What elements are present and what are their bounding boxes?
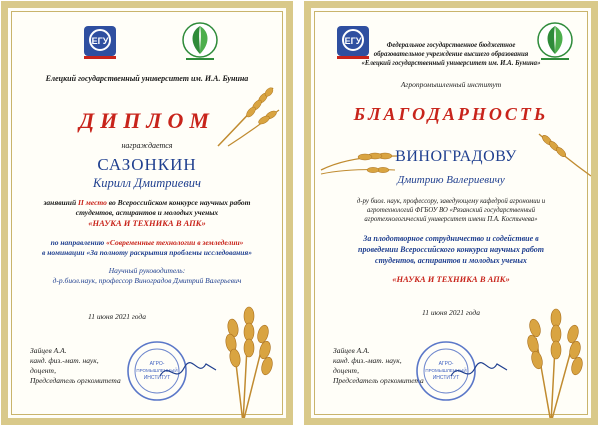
stamp-text-line: АГРО- xyxy=(438,361,454,367)
reason-line-3: студентов, аспирантов и молодых ученых xyxy=(375,256,527,265)
supervisor-name: д-р.биол.наук, профессор Виноградов Дмитрий Валерьевич xyxy=(52,276,242,285)
signatory-rank: доцент, xyxy=(30,366,57,375)
reason-line-1: За плодотворное сотрудничество и содействие в xyxy=(363,234,539,243)
signatory-degree: канд. физ.-мат. наук, xyxy=(333,356,402,365)
signatory-role: Председатель оргкомитета xyxy=(30,376,121,385)
signatory-block xyxy=(333,346,424,386)
signatory-name: Зайцев А.А. xyxy=(333,346,370,355)
recipient-name: Дмитрию Валериевичу xyxy=(397,174,505,186)
org-line-3: «Елецкий государственный университет им. И.А. Бунина» xyxy=(361,60,541,67)
contest-name: «НАУКА И ТЕХНИКА В АПК» xyxy=(88,218,206,228)
signatory-name: Зайцев А.А. xyxy=(30,346,67,355)
direction-line: по направлению «Современные технологии в земледелии» xyxy=(50,238,244,247)
recipient-surname: САЗОНКИН xyxy=(97,155,197,174)
university-name: Елецкий государственный университет им. И.А. Бунина xyxy=(45,74,249,83)
svg-text:ЕГУ: ЕГУ xyxy=(91,36,109,46)
university-emblem-icon xyxy=(80,22,120,62)
diploma-date: 11 июня 2021 года xyxy=(88,312,146,321)
gratitude-document xyxy=(304,1,598,425)
position-line-2: агротехнологий ФГБОУ ВО «Рязанский государственный xyxy=(366,207,535,214)
stamp-text-line: ПРОМЫШЛЕННЫЙ xyxy=(136,368,178,373)
recipient-surname: ВИНОГРАДОВУ xyxy=(395,148,517,165)
stamp-text-line: АГРО- xyxy=(149,361,165,367)
wheat-sheaf-icon xyxy=(511,298,596,423)
contest-name: «НАУКА И ТЕХНИКА В АПК» xyxy=(392,274,510,284)
signatory-degree: канд. физ.-мат. наук, xyxy=(30,356,99,365)
stamp-text-line: ИНСТИТУТ xyxy=(432,375,460,381)
supervisor-label: Научный руководитель: xyxy=(108,266,186,275)
agro-institute-logo-icon xyxy=(178,20,222,64)
awarded-label: награждается xyxy=(121,141,173,150)
signatory-role: Председатель оргкомитета xyxy=(333,376,424,385)
signatory-block xyxy=(30,346,121,386)
diploma-title: ДИПЛОМ xyxy=(79,108,215,133)
org-line-2: образовательное учреждение высшего образования xyxy=(373,51,529,58)
stamp-text-line: ИНСТИТУТ xyxy=(143,375,171,381)
place-line: занявший II место во Всероссийском конкурсе научных работ xyxy=(43,198,251,207)
position-line-1: д-ру биол. наук, профессору, заведующему кафедрой агрономии и xyxy=(356,198,546,205)
gratitude-title: БЛАГОДАРНОСТЬ xyxy=(353,104,549,124)
recipient-name: Кирилл Дмитриевич xyxy=(93,176,201,190)
nomination-line: в номинации «За полноту раскрытия проблемы исследования» xyxy=(41,248,253,257)
signatory-rank: доцент, xyxy=(333,366,360,375)
org-line-1: Федеральное государственное бюджетное xyxy=(386,42,516,49)
svg-text:ЕГУ: ЕГУ xyxy=(344,36,362,46)
gratitude-date: 11 июня 2021 года xyxy=(422,308,480,317)
institute-name: Агропромышленный институт xyxy=(400,80,502,89)
contest-line: студентов, аспирантов и молодых ученых xyxy=(75,208,219,217)
stamp-text-line: ПРОМЫШЛЕННЫЙ xyxy=(425,368,467,373)
reason-line-2: проведении Всероссийского конкурса научных работ xyxy=(358,245,544,254)
signature-icon xyxy=(449,356,509,386)
diploma-document xyxy=(1,1,293,425)
position-line-3: агротехнологический университет имени П.А. Костычева» xyxy=(364,216,538,223)
signature-icon xyxy=(158,356,218,386)
